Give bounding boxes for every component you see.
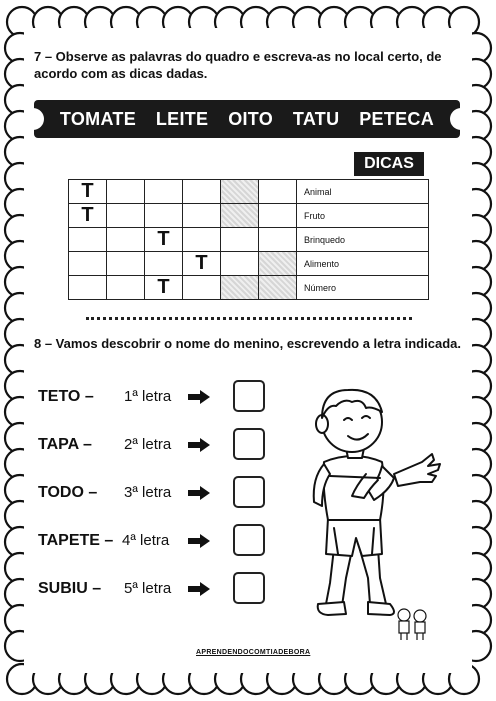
- logo-kids: [392, 606, 432, 642]
- letter-position: 2ª letra: [124, 436, 172, 453]
- word-bank-item: TATU: [292, 108, 340, 129]
- grid-cell[interactable]: [145, 180, 183, 204]
- letter-row: [38, 524, 278, 558]
- letter-position: 1ª letra: [124, 388, 172, 405]
- grid-cell[interactable]: [221, 252, 259, 276]
- arrow-right-icon: [188, 390, 210, 404]
- grid-cell[interactable]: [69, 228, 107, 252]
- exercise-8-instruction: 8 – Vamos descobrir o nome do menino, escrevendo a letra indicada.: [34, 336, 461, 351]
- grid-cell[interactable]: [259, 204, 297, 228]
- grid-row: [69, 276, 429, 300]
- word-grid: [68, 179, 429, 300]
- exercise-7-instruction: 7 – Observe as palavras do quadro e escreva-as no local certo, de acordo com as dicas dadas.: [34, 49, 442, 81]
- grid-cell[interactable]: [107, 276, 145, 300]
- answer-box[interactable]: [233, 476, 265, 508]
- boy-illustration: [282, 378, 442, 618]
- answer-box[interactable]: [233, 572, 265, 604]
- hint-label: Animal: [297, 180, 429, 204]
- grid-row: [69, 228, 429, 252]
- grid-cell[interactable]: [183, 228, 221, 252]
- dotted-divider: [86, 317, 412, 324]
- letter-position: 5ª letra: [124, 580, 172, 597]
- letter-position: 4ª letra: [122, 532, 170, 549]
- dicas-header: DICAS: [354, 152, 424, 176]
- grid-cell[interactable]: [107, 180, 145, 204]
- grid-cell[interactable]: [259, 180, 297, 204]
- grid-cell[interactable]: [259, 228, 297, 252]
- source-word: TETO –: [38, 388, 94, 405]
- word-bank-item: TOMATE: [59, 108, 137, 129]
- grid-cell[interactable]: [107, 228, 145, 252]
- word-bank: [34, 100, 460, 138]
- grid-cell[interactable]: [221, 276, 259, 300]
- letter-row: [38, 428, 278, 462]
- source-word: TAPETE –: [38, 532, 114, 549]
- answer-box[interactable]: [233, 380, 265, 412]
- arrow-right-icon: [188, 582, 210, 596]
- source-word: TODO –: [38, 484, 98, 501]
- word-bank-item: LEITE: [155, 108, 209, 129]
- grid-cell[interactable]: [259, 252, 297, 276]
- grid-cell[interactable]: T: [69, 180, 107, 204]
- hint-label: Alimento: [297, 252, 429, 276]
- grid-row: [69, 204, 429, 228]
- arrow-right-icon: [188, 534, 210, 548]
- source-word: SUBIU –: [38, 580, 102, 597]
- grid-cell[interactable]: [145, 204, 183, 228]
- grid-cell[interactable]: [107, 204, 145, 228]
- word-bank-item: PETECA: [359, 108, 435, 129]
- arrow-right-icon: [188, 438, 210, 452]
- grid-cell[interactable]: T: [183, 252, 221, 276]
- grid-cell[interactable]: [221, 228, 259, 252]
- letter-row: [38, 380, 278, 414]
- grid-row: [69, 180, 429, 204]
- grid-cell[interactable]: [69, 252, 107, 276]
- grid-cell[interactable]: T: [145, 276, 183, 300]
- grid-cell[interactable]: [145, 252, 183, 276]
- hint-label: Fruto: [297, 204, 429, 228]
- grid-cell[interactable]: [221, 204, 259, 228]
- grid-row: [69, 252, 429, 276]
- hint-label: Brinquedo: [297, 228, 429, 252]
- answer-box[interactable]: [233, 428, 265, 460]
- footer-credit: APRENDENDOCOMTIADEBORA: [196, 649, 311, 656]
- grid-cell[interactable]: [69, 276, 107, 300]
- answer-box[interactable]: [233, 524, 265, 556]
- grid-cell[interactable]: [183, 204, 221, 228]
- grid-cell[interactable]: [183, 180, 221, 204]
- grid-cell[interactable]: [259, 276, 297, 300]
- source-word: TAPA –: [38, 436, 92, 453]
- arrow-right-icon: [188, 486, 210, 500]
- word-bank-item: OITO: [228, 108, 274, 129]
- letter-row: [38, 476, 278, 510]
- grid-cell[interactable]: T: [145, 228, 183, 252]
- hint-label: Número: [297, 276, 429, 300]
- grid-cell[interactable]: [107, 252, 145, 276]
- letter-row: [38, 572, 278, 606]
- grid-cell[interactable]: [183, 276, 221, 300]
- letter-position: 3ª letra: [124, 484, 172, 501]
- grid-cell[interactable]: T: [69, 204, 107, 228]
- grid-cell[interactable]: [221, 180, 259, 204]
